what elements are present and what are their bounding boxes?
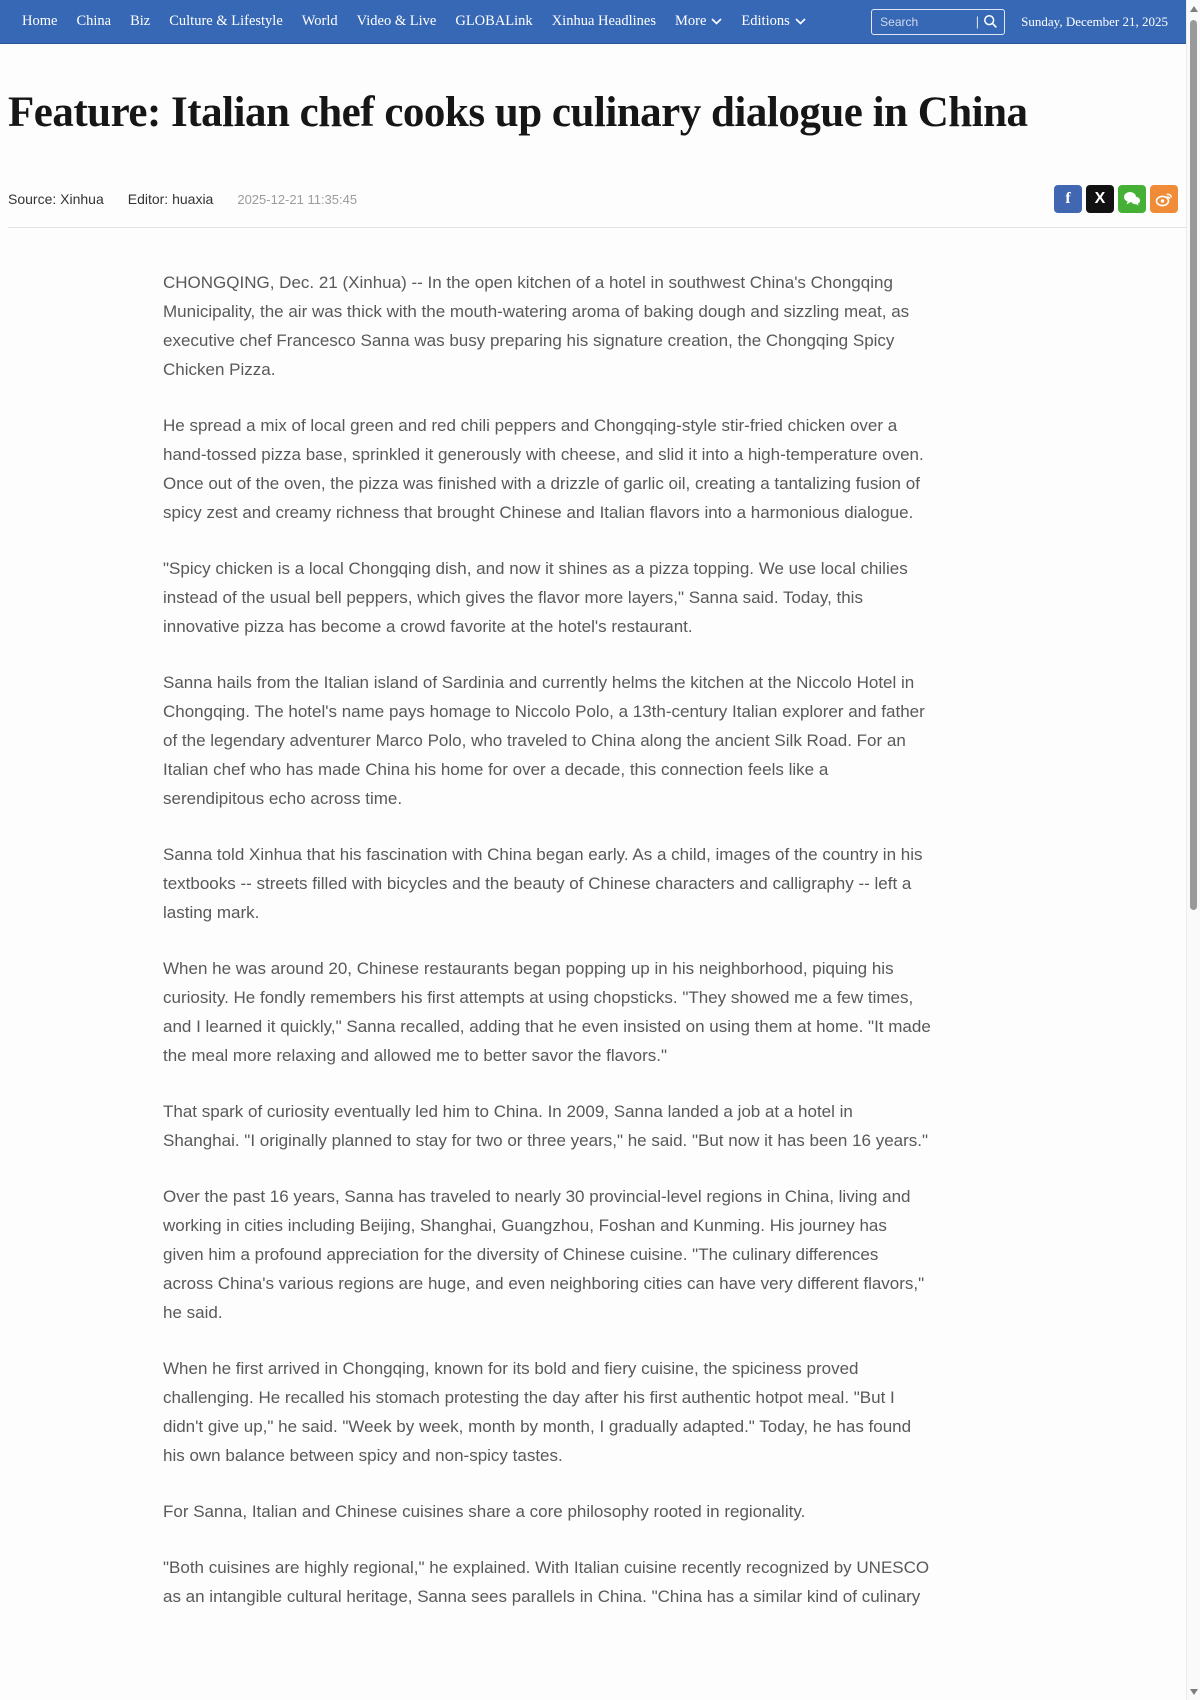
nav-dropdown-more[interactable] — [675, 13, 722, 30]
share-facebook-button[interactable] — [1054, 185, 1082, 213]
top-navbar — [0, 0, 1200, 44]
magnifier-icon[interactable] — [983, 14, 998, 29]
share-button-group — [1054, 185, 1178, 213]
wechat-bubbles-icon — [1123, 191, 1141, 207]
nav-item-china[interactable]: China — [76, 13, 112, 29]
article-body — [163, 268, 931, 1611]
search-input[interactable] — [880, 15, 976, 29]
nav-item-biz[interactable]: Biz — [130, 13, 151, 29]
article-paragraph: For Sanna, Italian and Chinese cuisines share a core philosophy rooted in regionality. — [163, 1502, 806, 1522]
nav-item-video-live[interactable]: Video & Live — [356, 13, 437, 29]
vertical-scrollbar[interactable] — [1186, 0, 1200, 1700]
article-header — [0, 44, 1200, 228]
current-date: Sunday, December 21, 2025 — [1021, 13, 1168, 29]
scrollbar-thumb[interactable] — [1190, 20, 1197, 910]
chevron-down-icon — [795, 18, 806, 25]
source-label: Source: Xinhua — [8, 191, 104, 208]
x-twitter-icon: X — [1094, 190, 1106, 208]
share-x-twitter-button[interactable] — [1086, 185, 1114, 213]
nav-dropdown-editions[interactable] — [741, 13, 805, 30]
article-paragraph: Sanna hails from the Italian island of Sardinia and currently helms the kitchen at the Niccolo Hotel in Chongqing. The hotel's name pays homage to Niccolo Polo, a 13th-century Italian explorer and father of the legendary adventurer Marco Polo, who traveled to China along the ancient Silk Road. For an Italian chef who has made China his home for over a decade, this connection feels like a serendipitous echo across time. — [163, 673, 925, 809]
chevron-down-icon — [711, 18, 722, 25]
search-separator: | — [975, 14, 980, 29]
nav-item-home[interactable]: Home — [22, 13, 58, 29]
article-paragraph: When he first arrived in Chongqing, known for its bold and fiery cuisine, the spiciness proved challenging. He recalled his stomach protesting the day after his first authentic hotpot meal. "But I didn't give up," he said. "Week by week, month by month, I gradually adapted." Today, he has found his own balance between spicy and non-spicy tastes. — [163, 1359, 912, 1466]
article-paragraph: He spread a mix of local green and red chili peppers and Chongqing-style stir-fried chicken over a hand-tossed pizza base, sprinkled it generously with cheese, and slid it into a high-temperature oven. Once out of the oven, the pizza was finished with a drizzle of garlic oil, creating a tantalizing fusion of spicy zest and creamy richness that brought Chinese and Italian flavors into a harmonious dialogue. — [163, 416, 924, 523]
nav-item-world[interactable]: World — [301, 13, 338, 29]
article-paragraph: CHONGQING, Dec. 21 (Xinhua) -- In the open kitchen of a hotel in southwest China's Chongqing Municipality, the air was thick with the mouth-watering aroma of baking dough and sizzling meat, as executive chef Francesco Sanna was busy preparing his signature creation, the Chongqing Spicy Chicken Pizza. — [163, 273, 910, 380]
search-box — [871, 9, 1005, 35]
scroll-up-arrow-icon[interactable] — [1190, 6, 1198, 12]
publish-timestamp: 2025-12-21 11:35:45 — [237, 191, 358, 207]
article-paragraph: When he was around 20, Chinese restaurants began popping up in his neighborhood, piquing his curiosity. He fondly remembers his first attempts at using chopsticks. "They showed me a few times, and I learned it quickly," Sanna recalled, adding that he even insisted on using them at home. "It made the meal more relaxing and allowed me to better savor the flavors." — [163, 959, 931, 1066]
facebook-icon: f — [1065, 190, 1071, 208]
article-paragraph: "Both cuisines are highly regional," he explained. With Italian cuisine recently recognized by UNESCO as an intangible cultural heritage, Sanna sees parallels in China. "China has a similar kind of culinary — [163, 1558, 930, 1607]
nav-item-culture-lifestyle[interactable]: Culture & Lifestyle — [169, 13, 283, 29]
share-wechat-button[interactable] — [1118, 185, 1146, 213]
article-paragraph: Over the past 16 years, Sanna has traveled to nearly 30 provincial-level regions in China, living and working in cities including Beijing, Shanghai, Guangzhou, Foshan and Kunming. His journey has given him a profound appreciation for the diversity of Chinese cuisine. "The culinary differences across China's various regions are huge, and even neighboring cities can have very different flavors," he said. — [163, 1187, 925, 1323]
nav-dropdown-editions-label: Editions — [741, 13, 790, 29]
page-title: Feature: Italian chef cooks up culinary dialogue in China — [8, 89, 1028, 136]
scroll-down-arrow-icon[interactable] — [1190, 1689, 1198, 1695]
editor-label: Editor: huaxia — [127, 191, 214, 208]
nav-item-xinhua-headlines[interactable]: Xinhua Headlines — [551, 13, 656, 29]
article-paragraph: "Spicy chicken is a local Chongqing dish, and now it shines as a pizza topping. We use local chilies instead of the usual bell peppers, which gives the flavor more layers," Sanna said. Today, this innovative pizza has become a crowd favorite at the hotel's restaurant. — [163, 559, 908, 637]
nav-dropdown-more-label: More — [674, 13, 707, 29]
article-paragraph: Sanna told Xinhua that his fascination with China began early. As a child, images of the country in his textbooks -- streets filled with bicycles and the beauty of Chinese characters and calligraphy -- left a lasting mark. — [163, 845, 923, 923]
article-meta-row — [8, 185, 1192, 228]
share-weibo-button[interactable] — [1150, 185, 1178, 213]
article-paragraph: That spark of curiosity eventually led him to China. In 2009, Sanna landed a job at a hotel in Shanghai. "I originally planned to stay for two or three years," he said. "But now it has been 16 years." — [163, 1102, 929, 1151]
weibo-eye-icon — [1155, 191, 1173, 207]
nav-item-globalink[interactable]: GLOBALink — [455, 13, 533, 29]
